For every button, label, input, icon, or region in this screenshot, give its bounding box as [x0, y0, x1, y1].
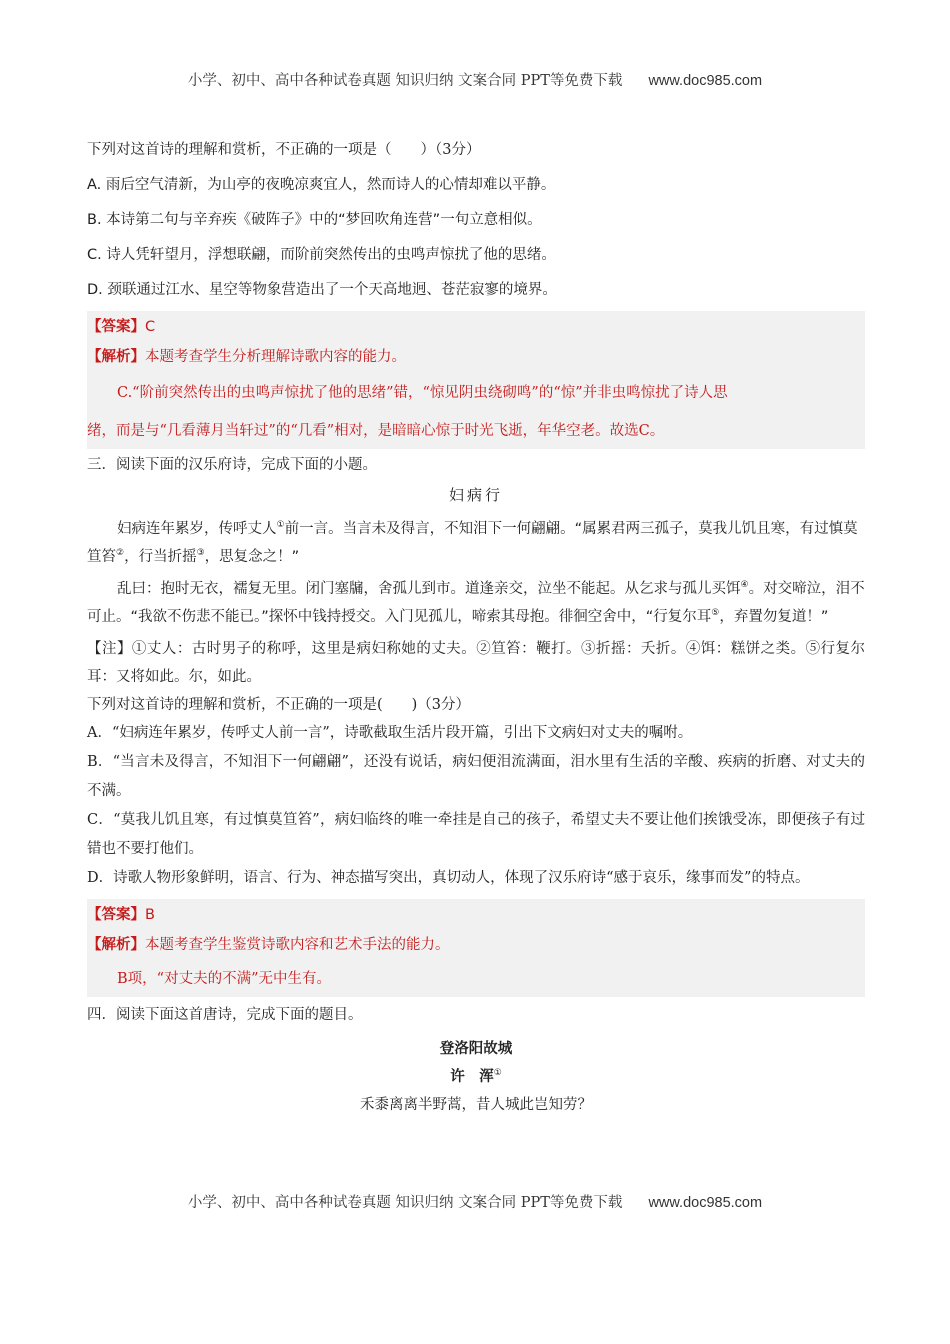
- q2-option-c: C. 诗人凭轩望月，浮想联翩，而阶前突然传出的虫鸣声惊扰了他的思绪。: [87, 247, 556, 263]
- section3-stem: 下列对这首诗的理解和赏析，不正确的一项是( )（3分）: [87, 697, 471, 713]
- section3-answer-line: [87, 905, 865, 935]
- section4-poem-title: 登洛阳故城: [439, 1041, 513, 1057]
- q2-explain-2: 绪，而是与“几看薄月当轩过”的“几看”相对，是暗暗心惊于时光飞逝，年华空老。故选C。: [87, 423, 665, 439]
- section3-analysis-label: 【解析】: [87, 936, 145, 953]
- section3-answer-value: B: [145, 907, 155, 923]
- note-ref-2: ②: [116, 548, 125, 559]
- section4-author-name: 许 浑: [450, 1069, 494, 1085]
- page-footer: [0, 1191, 950, 1212]
- poem-text: ，弃置勿复道！”: [719, 609, 829, 625]
- q2-option-b: B. 本诗第二句与辛弃疾《破阵子》中的“梦回吹角连营”一句立意相似。: [87, 212, 542, 228]
- section3-poem-para-1: [87, 515, 865, 571]
- section3-option-d: D．诗歌人物形象鲜明，语言、行为、神态描写突出，真切动人，体现了汉乐府诗“感于哀乐，缘事而发”的特点。: [87, 870, 810, 886]
- note-ref-4: ④: [740, 580, 749, 591]
- q2-option-a: A. 雨后空气清新，为山亭的夜晚凉爽宜人，然而诗人的心情却难以平静。: [87, 177, 556, 193]
- section3-note: 【注】①丈人：古时男子的称呼，这里是病妇称她的丈夫。②笪笞：鞭打。③折摇：夭折。④饵：糕饼之类。⑤行复尔耳：又将如此。尔，如此。: [87, 641, 865, 685]
- section3-option-b: B．“当言未及得言，不知泪下一何翩翩”，还没有说话，病妇便泪流满面，泪水里有生活的辛酸、疾病的折磨、对丈夫的不满。: [87, 754, 865, 799]
- section3-answer-box: [87, 899, 865, 997]
- page-header: [0, 69, 950, 90]
- poem-text: 。对交啼泣，泪不可止。“我欲不伤悲不能已。”探怀中钱持授交。入门见孤儿，啼索其母抱。徘徊空舍中，“行复尔耳: [87, 581, 865, 625]
- section3-poem-title: 妇病行: [448, 486, 503, 504]
- section3-option-a: A．“妇病连年累岁，传呼丈人前一言”，诗歌截取生活片段开篇，引出下文病妇对丈夫的嘱咐。: [87, 725, 693, 741]
- section3-poem-body: [87, 515, 865, 631]
- section3-analysis-text: 本题考查学生鉴赏诗歌内容和艺术手法的能力。: [145, 937, 450, 953]
- q2-explain-1: C.“阶前突然传出的虫鸣声惊扰了他的思绪”错，“惊见阴虫绕砌鸣”的“惊”并非虫鸣惊扰了诗人思: [117, 385, 728, 401]
- q2-analysis-label: 【解析】: [87, 348, 145, 365]
- q2-answer-line: [87, 317, 865, 347]
- poem-text: 妇病连年累岁，传呼丈人: [117, 521, 277, 537]
- section3-heading: 三．阅读下面的汉乐府诗，完成下面的小题。: [87, 457, 377, 473]
- q2-option-d: D. 颈联通过江水、星空等物象营造出了一个天高地迥、苍茫寂寥的境界。: [87, 282, 557, 298]
- page-content: [87, 140, 865, 1119]
- note-ref-5: ⑤: [711, 608, 720, 619]
- header-url[interactable]: www.doc985.com: [648, 73, 763, 89]
- q2-answer-box: [87, 311, 865, 449]
- author-note-ref: ①: [493, 1068, 502, 1079]
- q2-analysis-text: 本题考查学生分析理解诗歌内容的能力。: [145, 349, 406, 365]
- section3-answer-label: 【答案】: [87, 906, 145, 923]
- section3-explain: B项，“对丈夫的不满”无中生有。: [117, 971, 331, 987]
- poem-text: ，行当折摇: [124, 549, 197, 565]
- header-text: 小学、初中、高中各种试卷真题 知识归纳 文案合同 PPT等免费下载: [187, 73, 623, 89]
- q2-answer-value: C: [145, 319, 156, 335]
- section3-analysis-line: [87, 935, 865, 969]
- note-ref-3: ③: [196, 548, 205, 559]
- footer-url[interactable]: www.doc985.com: [648, 1195, 763, 1211]
- note-ref-1: ①: [276, 520, 285, 531]
- section4-author: [87, 1063, 865, 1091]
- section4-heading: 四．阅读下面这首唐诗，完成下面的题目。: [87, 1007, 363, 1023]
- q2-stem: 下列对这首诗的理解和赏析，不正确的一项是（ ）（3分）: [87, 142, 481, 158]
- section3-poem-para-2: [87, 575, 865, 631]
- poem-text: 前一言。当言未及得言，不知泪下一何翩翩。“属累君两三孤子，莫我儿饥且寒，有过慎莫笪笞: [87, 521, 858, 565]
- section4-poem-line-1: 禾黍离离半野蒿，昔人城此岂知劳？: [360, 1097, 592, 1113]
- poem-text: ，思复念之！”: [204, 549, 300, 565]
- q2-analysis-line: [87, 347, 865, 383]
- section3-option-c: C．“莫我儿饥且寒，有过慎莫笪笞”，病妇临终的唯一牵挂是自己的孩子，希望丈夫不要让他们挨饿受冻，即便孩子有过错也不要打他们。: [87, 812, 865, 857]
- poem-text: 乱曰：抱时无衣，襦复无里。闭门塞牖，舍孤儿到市。道逢亲交，泣坐不能起。从乞求与孤儿买饵: [117, 581, 741, 597]
- footer-text: 小学、初中、高中各种试卷真题 知识归纳 文案合同 PPT等免费下载: [187, 1195, 623, 1211]
- q2-answer-label: 【答案】: [87, 318, 145, 335]
